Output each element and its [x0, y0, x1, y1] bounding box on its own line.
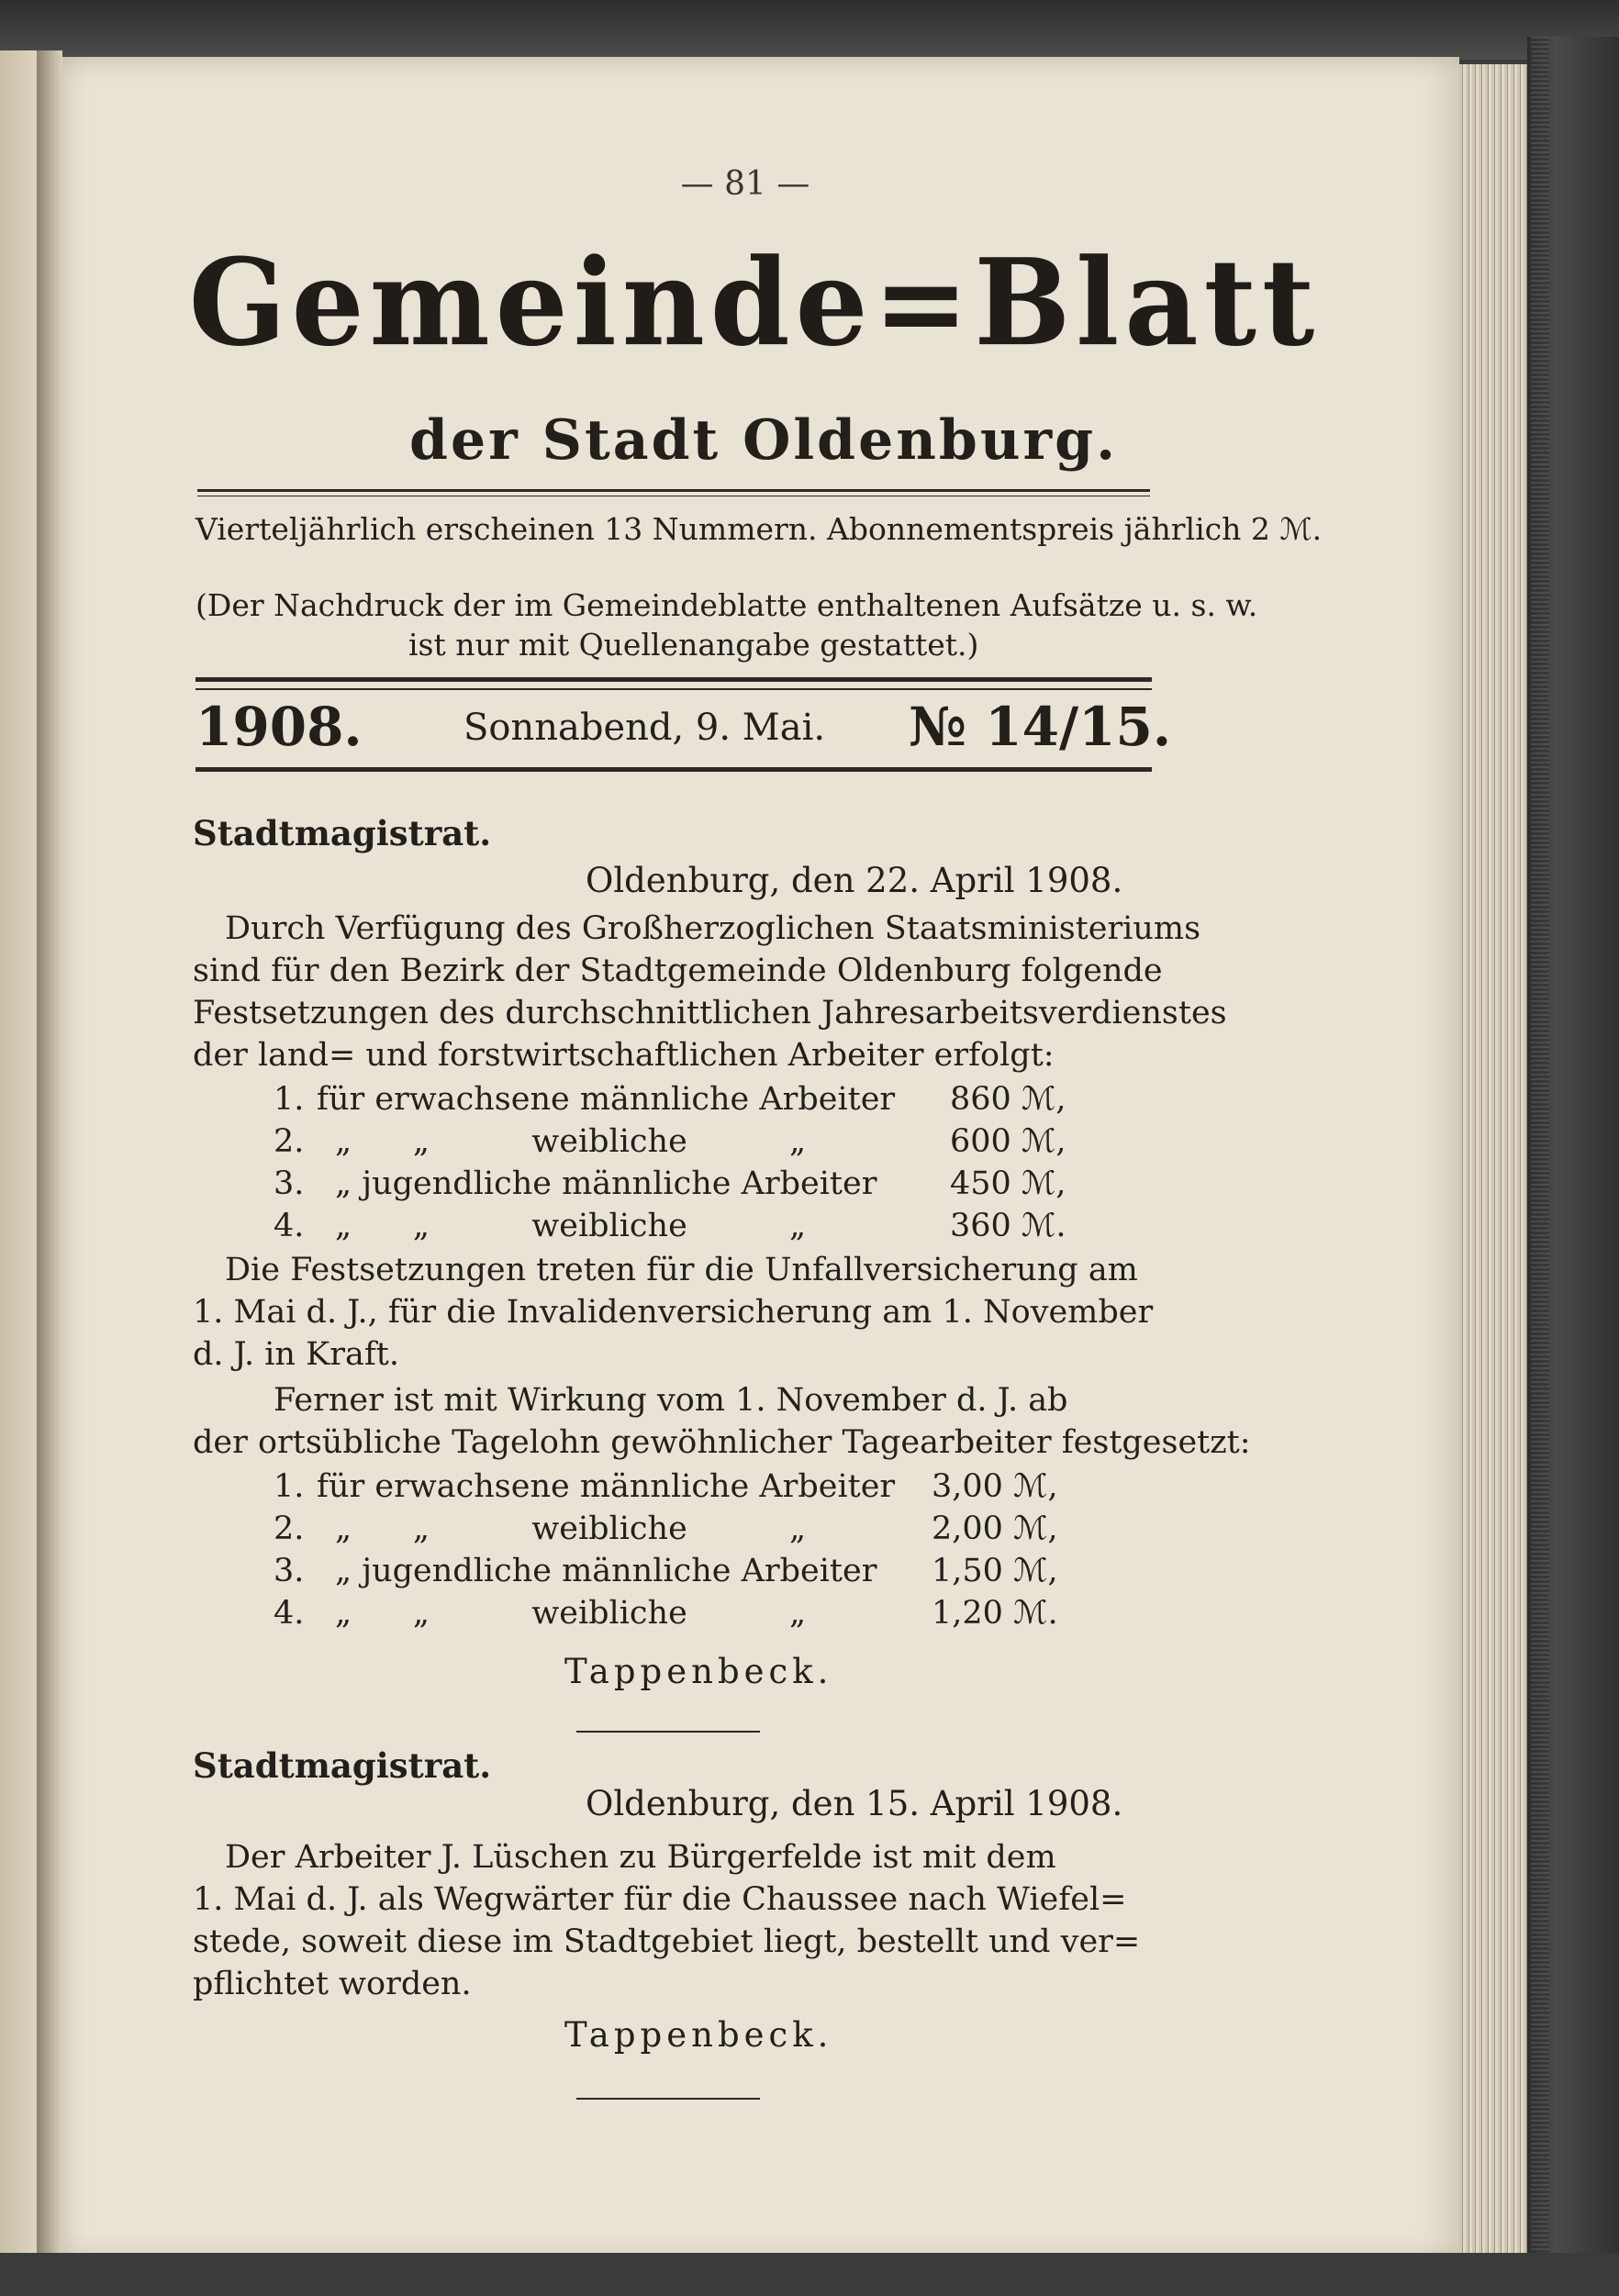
book-cover-top: [0, 0, 1619, 60]
page-edges: [1459, 64, 1527, 2253]
section1-para1-line4: der land= und forstwirtschaftlichen Arbeiter erfolgt:: [193, 1037, 1055, 1074]
list1-item3-num: 3.: [274, 1165, 305, 1202]
list2-item4-value: 1,20 ℳ.: [932, 1595, 1058, 1632]
section1-para2-line1: Die Festsetzungen treten für die Unfallversicherung am: [225, 1252, 1138, 1288]
issue-rule-top-thin: [195, 688, 1152, 690]
list1-item1-num: 1.: [274, 1081, 305, 1118]
list2-item1-value: 3,00 ℳ,: [932, 1468, 1058, 1505]
section1-dateline: Oldenburg, den 22. April 1908.: [586, 861, 1123, 900]
list1-item2-text: „ „ weibliche „: [335, 1123, 807, 1160]
book-gutter: [37, 50, 62, 2253]
list1-item1-text: für erwachsene männliche Arbeiter: [317, 1081, 896, 1118]
copyright-notice-line1: (Der Nachdruck der im Gemeindeblatte enthaltenen Aufsätze u. s. w.: [195, 587, 1258, 623]
list2-item2-value: 2,00 ℳ,: [932, 1510, 1058, 1547]
masthead-subtitle: der Stadt Oldenburg.: [409, 408, 1118, 473]
list2-item1-num: 1.: [274, 1468, 305, 1505]
issue-rule-bottom: [195, 767, 1152, 772]
section1-para3-line2: der ortsübliche Tagelohn gewöhnlicher Tagearbeiter festgesetzt:: [193, 1424, 1251, 1461]
issue-year: 1908.: [195, 696, 363, 758]
list1-item1-value: 860 ℳ,: [950, 1081, 1066, 1118]
section2-para-line4: pflichtet worden.: [193, 1966, 472, 2002]
section1-para1-line3: Festsetzungen des durchschnittlichen Jahresarbeitsverdienstes: [193, 995, 1227, 1031]
list2-item4-text: „ „ weibliche „: [335, 1595, 807, 1632]
book-cover-right: [1527, 37, 1619, 2296]
section2-heading: Stadtmagistrat.: [193, 1745, 492, 1786]
list1-item2-value: 600 ℳ,: [950, 1123, 1066, 1160]
list1-item3-text: „ jugendliche männliche Arbeiter: [335, 1165, 877, 1202]
subscription-info: Vierteljährlich erscheinen 13 Nummern. Abonnementspreis jährlich 2 ℳ.: [195, 511, 1323, 547]
section1-para2-line3: d. J. in Kraft.: [193, 1336, 399, 1373]
section2-para-line3: stede, soweit diese im Stadtgebiet liegt, bestellt und ver=: [193, 1923, 1141, 1960]
section1-para2-line2: 1. Mai d. J., für die Invalidenversicherung am 1. November: [193, 1294, 1154, 1331]
list1-item4-text: „ „ weibliche „: [335, 1208, 807, 1244]
list1-item4-num: 4.: [274, 1208, 305, 1244]
background-bottom: [0, 2253, 1619, 2296]
list2-item2-text: „ „ weibliche „: [335, 1510, 807, 1547]
list1-item2-num: 2.: [274, 1123, 305, 1160]
end-divider: [576, 2098, 760, 2100]
list1-item3-value: 450 ℳ,: [950, 1165, 1066, 1202]
section1-para3-line1: Ferner ist mit Wirkung vom 1. November d. J. ab: [274, 1382, 1068, 1419]
section1-para1-line2: sind für den Bezirk der Stadtgemeinde Oldenburg folgende: [193, 953, 1163, 989]
list2-item3-text: „ jugendliche männliche Arbeiter: [335, 1553, 877, 1589]
section1-para1-line1: Durch Verfügung des Großherzoglichen Staatsministeriums: [225, 910, 1201, 947]
section2-signature: Tappenbeck.: [564, 2015, 833, 2055]
list2-item2-num: 2.: [274, 1510, 305, 1547]
list2-item4-num: 4.: [274, 1595, 305, 1632]
list2-item3-value: 1,50 ℳ,: [932, 1553, 1058, 1589]
copyright-notice-line2: ist nur mit Quellenangabe gestattet.): [408, 627, 979, 663]
issue-number: № 14/15.: [909, 696, 1172, 758]
list2-item3-num: 3.: [274, 1553, 305, 1589]
page-number: — 81 —: [680, 165, 810, 203]
section2-para-line1: Der Arbeiter J. Lüschen zu Bürgerfelde ist mit dem: [225, 1839, 1056, 1876]
section2-para-line2: 1. Mai d. J. als Wegwärter für die Chaussee nach Wiefel=: [193, 1881, 1127, 1918]
section1-signature: Tappenbeck.: [564, 1652, 833, 1691]
issue-date: Sonnabend, 9. Mai.: [463, 707, 826, 749]
header-rule: [197, 489, 1150, 492]
masthead-title: Gemeinde=Blatt: [188, 233, 1321, 373]
section2-dateline: Oldenburg, den 15. April 1908.: [586, 1784, 1123, 1823]
list2-item1-text: für erwachsene männliche Arbeiter: [317, 1468, 896, 1505]
issue-rule-top: [195, 677, 1152, 682]
list1-item4-value: 360 ℳ.: [950, 1208, 1066, 1244]
section1-heading: Stadtmagistrat.: [193, 813, 492, 853]
section-divider: [576, 1731, 760, 1733]
